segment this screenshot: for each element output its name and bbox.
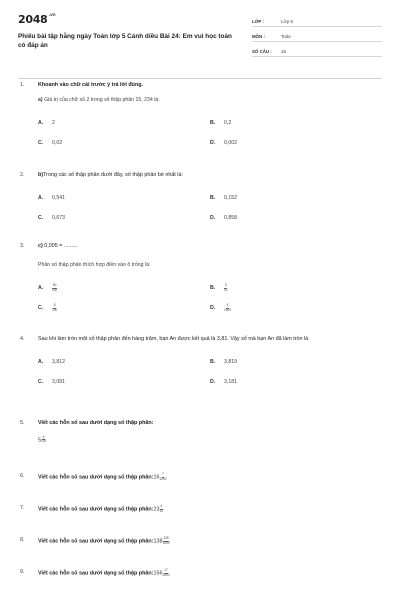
option-value: 0,673 <box>52 214 65 221</box>
fraction <box>162 569 169 577</box>
option-letter: D. <box>210 378 216 385</box>
meta-subject-row <box>252 27 382 42</box>
fraction-denominator: 1000 <box>162 540 170 545</box>
question-prefix: b) <box>38 172 44 178</box>
option-letter: B. <box>210 194 216 201</box>
question-number: 5. <box>20 420 25 426</box>
option-b[interactable] <box>210 278 382 298</box>
option-letter: D. <box>210 214 216 221</box>
meta-count-value: 15 <box>281 49 287 54</box>
option-a[interactable] <box>38 188 210 208</box>
question-number: 3. <box>20 243 25 249</box>
option-value: 0,002 <box>224 140 237 146</box>
fraction-denominator: 10 <box>159 508 164 513</box>
option-c[interactable] <box>38 208 210 228</box>
question-text: Viết các hỗn số sau dưới dạng số thập phân: <box>38 538 154 545</box>
option-d[interactable] <box>210 133 382 153</box>
question-title: Sau khi làm tròn một số thập phân đến hàng trăm, bạn An được kết quả là 3,81. Vậy số mà bạn An đã làm tròn là <box>38 336 309 342</box>
option-d[interactable] <box>210 372 382 392</box>
question-number: 8. <box>20 537 25 543</box>
option-value: 3,181 <box>224 378 237 385</box>
option-c[interactable] <box>38 298 210 318</box>
worksheet-meta <box>252 12 382 57</box>
fraction <box>159 505 163 513</box>
question-8 <box>20 537 382 546</box>
sub-text: Giá trị của chữ số 2 trong số thập phân 15, 234 là: <box>44 96 160 103</box>
question-7 <box>20 505 382 514</box>
meta-class-label: LỚP : <box>252 19 264 24</box>
fraction <box>52 284 57 292</box>
fraction-numerator: 50 <box>52 282 57 287</box>
meta-count-label: SỐ CÂU : <box>252 49 272 54</box>
option-b[interactable] <box>210 188 382 208</box>
answer-options <box>38 188 382 228</box>
site-logo[interactable] <box>18 13 55 26</box>
fraction <box>41 436 46 444</box>
question-subtext <box>38 97 382 105</box>
fraction <box>52 304 57 312</box>
option-value: 3,812 <box>52 358 65 365</box>
question-text: 0,005 = ......... <box>44 243 78 249</box>
option-letter: C. <box>38 140 44 146</box>
option-letter: A. <box>38 120 44 126</box>
header-divider <box>18 78 382 79</box>
question-title <box>38 172 382 180</box>
meta-subject-label: MÔN : <box>252 34 265 39</box>
option-value: 3,081 <box>52 378 65 385</box>
question-number: 7. <box>20 505 25 511</box>
option-letter: A. <box>38 194 44 201</box>
question-number: 1. <box>20 82 25 88</box>
fraction-denominator: 1000 <box>162 572 170 577</box>
mixed-whole: 156 <box>153 570 163 577</box>
option-b[interactable] <box>210 113 382 133</box>
meta-class-row <box>252 12 382 27</box>
question-number: 4. <box>20 336 25 342</box>
question-title <box>38 569 382 578</box>
question-subtext: Phân số thập phân thích hợp điền vào ô trống là: <box>38 261 151 268</box>
question-title <box>38 473 382 482</box>
option-letter: A. <box>38 358 44 365</box>
option-letter: B. <box>210 358 216 365</box>
question-title <box>38 505 382 514</box>
question-2 <box>20 172 382 228</box>
mixed-whole: 138 <box>153 538 163 545</box>
fraction-denominator: 100 <box>41 439 47 444</box>
question-title: Khoanh vào chữ cái trước ý trả lời đúng. <box>38 82 144 88</box>
fraction-denominator: 1000 <box>159 476 167 481</box>
sub-prefix: a) <box>38 96 43 103</box>
option-value: 0,2 <box>224 120 232 126</box>
option-b[interactable] <box>210 352 382 372</box>
fraction-numerator: 5 <box>226 302 229 307</box>
option-a[interactable] <box>38 278 210 298</box>
option-letter: D. <box>210 140 216 146</box>
question-text: Viết các hỗn số sau dưới dạng số thập phân: <box>38 506 154 513</box>
option-value: 2 <box>52 120 55 126</box>
option-letter: B. <box>210 285 216 291</box>
option-value: 0,858 <box>224 214 237 221</box>
mixed-number <box>38 436 382 445</box>
fraction-numerator: 7 <box>162 472 164 476</box>
fraction-numerator: 5 <box>53 302 56 307</box>
worksheet-title: Phiếu bài tập hằng ngày Toán lớp 5 Cánh diều Bài 24: Em vui học toán có đáp án <box>18 33 232 49</box>
logo-suffix: .vn <box>48 13 56 18</box>
fraction-numerator: 4 <box>160 504 163 508</box>
option-d[interactable] <box>210 208 382 228</box>
answer-options <box>38 278 382 318</box>
question-number: 9. <box>20 569 25 575</box>
question-prefix: c) <box>38 243 43 249</box>
fraction-denominator: 100 <box>52 287 58 292</box>
fraction-numerator: 4 <box>42 434 45 439</box>
meta-count-row <box>252 42 382 57</box>
question-6 <box>20 473 382 482</box>
option-d[interactable] <box>210 298 382 318</box>
fraction-numerator: 5 <box>224 282 227 287</box>
option-value: 3,819 <box>224 358 237 365</box>
option-letter: C. <box>38 305 44 311</box>
fraction <box>224 284 228 292</box>
fraction-denominator: 100 <box>52 307 58 312</box>
option-letter: B. <box>210 120 216 126</box>
meta-subject-value: Toán <box>281 34 291 39</box>
option-c[interactable] <box>38 372 210 392</box>
meta-class-value: Lớp 5 <box>281 19 293 24</box>
fraction <box>162 537 169 545</box>
option-a[interactable] <box>38 352 210 372</box>
fraction <box>224 304 231 312</box>
option-value: 0,152 <box>224 194 237 201</box>
question-4 <box>20 336 382 392</box>
mixed-whole: 16 <box>153 474 160 481</box>
option-c[interactable] <box>38 133 210 153</box>
option-letter: C. <box>38 214 44 221</box>
question-title: Viết các hỗn số sau dưới dạng số thập phân: <box>38 420 154 426</box>
question-number: 6. <box>20 473 25 479</box>
option-letter: D. <box>210 305 216 311</box>
fraction-numerator: 17 <box>164 568 168 572</box>
question-1 <box>20 82 382 153</box>
mixed-whole: 5 <box>38 436 41 443</box>
option-letter: A. <box>38 285 44 291</box>
option-letter: C. <box>38 378 44 385</box>
question-5 <box>20 420 382 444</box>
question-number: 2. <box>20 172 25 178</box>
logo-text: 2048 <box>18 13 48 26</box>
answer-options <box>38 352 382 392</box>
question-text: Viết các hỗn số sau dưới dạng số thập phân: <box>38 474 154 481</box>
fraction-numerator: 125 <box>163 536 169 540</box>
question-title <box>38 243 382 251</box>
question-3 <box>20 243 382 318</box>
option-a[interactable] <box>38 113 210 133</box>
question-9 <box>20 569 382 578</box>
question-title <box>38 537 382 546</box>
fraction <box>159 473 166 481</box>
worksheet-header <box>18 12 382 68</box>
answer-options <box>38 113 382 153</box>
mixed-whole: 23 <box>153 506 160 513</box>
option-value: 0,541 <box>52 194 65 201</box>
fraction-denominator: 10 <box>224 287 228 292</box>
question-text: Viết các hỗn số sau dưới dạng số thập phân: <box>38 570 154 577</box>
question-text: Trong các số thập phân dưới đây, số thập phân bé nhất là: <box>43 172 183 178</box>
fraction-denominator: 1000 <box>224 307 232 312</box>
option-value: 0,02 <box>52 140 63 146</box>
